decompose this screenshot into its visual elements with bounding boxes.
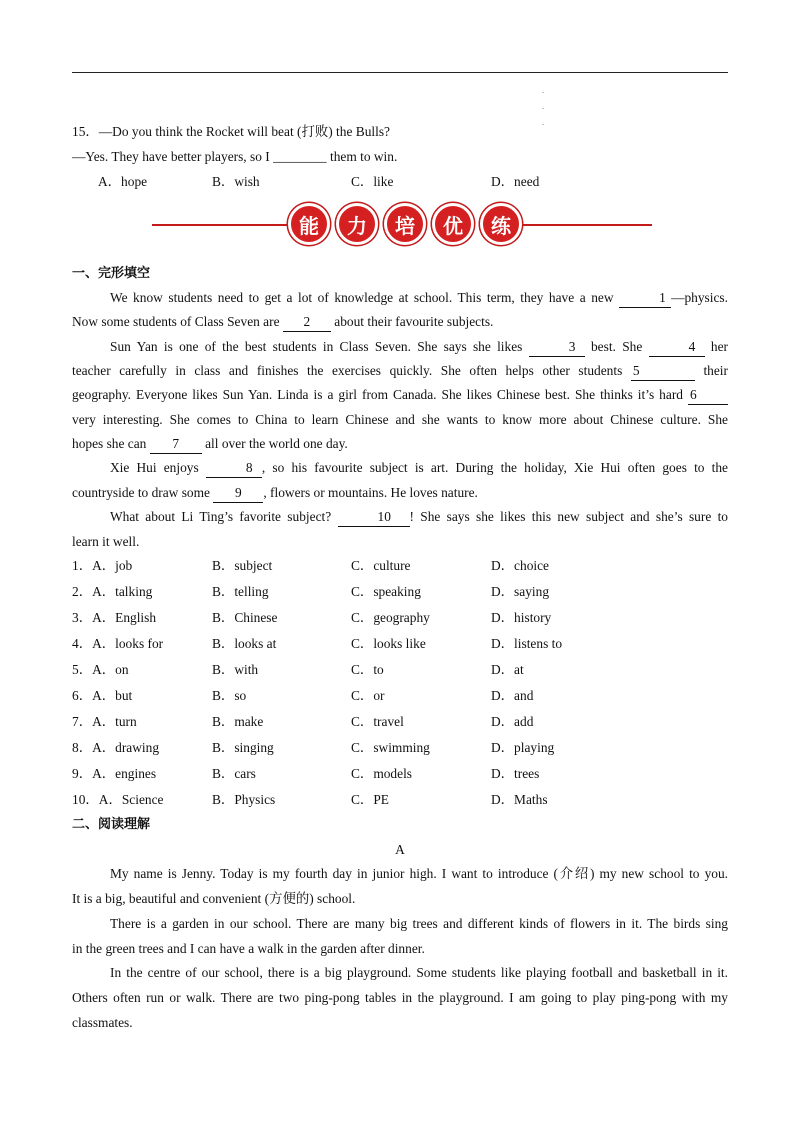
reading-p2-line1: There is a garden in our school. There are many big trees and different kinds of flowers in it. The birds sing	[110, 916, 728, 931]
cloze-option-d: D．history	[491, 610, 552, 625]
text: their	[703, 363, 728, 378]
banner-line-right	[512, 224, 652, 226]
cloze-blank-2: 2	[283, 313, 331, 332]
cloze-option-d: D．choice	[491, 558, 550, 573]
header-rule	[72, 72, 728, 73]
section2-heading: 二、阅读理解	[72, 817, 151, 832]
q15-option-d: D．need	[491, 174, 540, 189]
cloze-option-d: D．trees	[491, 766, 540, 781]
banner-char: 培	[384, 203, 426, 245]
cloze-option-c: C．to	[351, 662, 384, 677]
text: all over the world one day.	[205, 436, 348, 451]
cloze-p3-line2	[72, 481, 728, 505]
cloze-option-d: D．saying	[491, 584, 550, 599]
cloze-blank-3: 3	[529, 338, 585, 357]
cloze-option-b: B．Chinese	[212, 610, 278, 625]
cloze-option-c: C．culture	[351, 558, 411, 573]
cloze-option-d: D．add	[491, 714, 534, 729]
banner-char: 优	[432, 203, 474, 245]
q15-question: 15．—Do you think the Rocket will beat (打败) the Bulls?	[72, 124, 390, 139]
margin-dots: . . .	[542, 85, 545, 127]
cloze-p1-line2	[72, 310, 728, 334]
banner-char: 力	[336, 203, 378, 245]
section-banner	[152, 203, 652, 247]
cloze-option-b: B．telling	[212, 584, 269, 599]
cloze-option-a: 4．A．looks for	[72, 636, 164, 651]
cloze-option-c: C．speaking	[351, 584, 421, 599]
reading-p1-line1: My name is Jenny. Today is my fourth day in junior high. I want to introduce (介绍) my new school to you.	[110, 866, 728, 881]
cloze-option-c: C．swimming	[351, 740, 430, 755]
cloze-p2-line1	[72, 335, 728, 359]
cloze-p4-line1	[72, 505, 728, 529]
text: her	[710, 339, 728, 354]
text: Sun Yan is one of the best students in Class Seven. She says she likes	[110, 339, 523, 354]
cloze-option-d: D．playing	[491, 740, 555, 755]
cloze-option-a: 9．A．engines	[72, 766, 157, 781]
cloze-option-c: C．PE	[351, 792, 389, 807]
cloze-p2-line3	[72, 383, 728, 407]
passage-label: A	[395, 842, 405, 857]
section1-heading: 一、完形填空	[72, 266, 151, 281]
cloze-blank-1: 1	[619, 289, 671, 308]
text: —physics.	[671, 290, 728, 305]
text: , so his favourite subject is art. During the holiday, Xie Hui often goes to the	[261, 460, 728, 475]
banner-char: 练	[480, 203, 522, 245]
text: What about Li Ting’s favorite subject?	[110, 509, 332, 524]
cloze-option-b: B．singing	[212, 740, 274, 755]
cloze-blank-6: 6	[688, 386, 728, 405]
text: ! She says she likes this new subject and she’s sure to	[409, 509, 728, 524]
cloze-blank-9: 9	[213, 484, 263, 503]
reading-p3-line2: Others often run or walk. There are two ping-pong tables in the playground. I am going to play ping-pong with my	[72, 990, 728, 1005]
cloze-option-a: 7．A．turn	[72, 714, 137, 729]
cloze-p1-line1	[72, 286, 728, 310]
cloze-option-d: D．and	[491, 688, 534, 703]
cloze-option-b: B．Physics	[212, 792, 276, 807]
cloze-blank-4: 4	[649, 338, 705, 357]
cloze-option-b: B．with	[212, 662, 259, 677]
cloze-p3-line1	[72, 456, 728, 480]
text: hopes she can	[72, 436, 147, 451]
text: We know students need to get a lot of knowledge at school. This term, they have a new	[110, 290, 614, 305]
q15-option-b: B．wish	[212, 174, 260, 189]
text: about their favourite subjects.	[334, 314, 494, 329]
cloze-p4-line2: learn it well.	[72, 534, 140, 549]
cloze-option-a: 3．A．English	[72, 610, 157, 625]
cloze-option-d: D．listens to	[491, 636, 563, 651]
reading-p3-line3: classmates.	[72, 1015, 133, 1030]
cloze-option-a: 1．A．job	[72, 558, 133, 573]
cloze-option-a: 2．A．talking	[72, 584, 153, 599]
cloze-option-a: 8．A．drawing	[72, 740, 160, 755]
cloze-option-b: B．make	[212, 714, 264, 729]
cloze-option-d: D．at	[491, 662, 524, 677]
cloze-option-a: 6．A．but	[72, 688, 133, 703]
cloze-p2-line5	[72, 432, 728, 456]
cloze-option-a: 10．A．Science	[72, 792, 164, 807]
cloze-blank-8: 8	[206, 459, 262, 478]
banner-line-left	[152, 224, 292, 226]
cloze-blank-5: 5	[631, 362, 695, 381]
cloze-option-a: 5．A．on	[72, 662, 129, 677]
cloze-option-c: C．or	[351, 688, 385, 703]
cloze-option-b: B．so	[212, 688, 247, 703]
q15-option-c: C．like	[351, 174, 394, 189]
text: best. She	[590, 339, 643, 354]
reading-p3-line1: In the centre of our school, there is a big playground. Some students like playing football and basketball in it.	[110, 965, 728, 980]
cloze-option-c: C．travel	[351, 714, 404, 729]
text: Xie Hui enjoys	[110, 460, 199, 475]
text: countryside to draw some	[72, 485, 210, 500]
cloze-p2-line2	[72, 359, 728, 383]
cloze-blank-7: 7	[150, 435, 202, 454]
cloze-option-b: B．cars	[212, 766, 256, 781]
cloze-blank-10: 10	[338, 508, 410, 527]
reading-p1-line2: It is a big, beautiful and convenient (方便的) school.	[72, 891, 356, 906]
text: geography. Everyone likes Sun Yan. Linda is a girl from Canada. She likes Chinese best. She thinks it’s hard	[72, 387, 683, 402]
cloze-option-c: C．models	[351, 766, 413, 781]
cloze-option-b: B．looks at	[212, 636, 277, 651]
q15-answer-line: —Yes. They have better players, so I ________ them to win.	[72, 149, 398, 164]
text: , flowers or mountains. He loves nature.	[263, 485, 478, 500]
cloze-option-c: C．looks like	[351, 636, 426, 651]
cloze-p2-line4: very interesting. She comes to China to learn Chinese and she wants to know more about Chinese culture. She	[72, 412, 728, 427]
text: teacher carefully in class and finishes the exercises quickly. She often helps other students	[72, 363, 623, 378]
cloze-option-c: C．geography	[351, 610, 430, 625]
reading-p2-line2: in the green trees and I can have a walk in the garden after dinner.	[72, 941, 425, 956]
banner-char: 能	[288, 203, 330, 245]
cloze-option-b: B．subject	[212, 558, 273, 573]
cloze-option-d: D．Maths	[491, 792, 548, 807]
banner-badges	[288, 203, 522, 245]
q15-option-a: A．hope	[98, 174, 148, 189]
text: Now some students of Class Seven are	[72, 314, 280, 329]
